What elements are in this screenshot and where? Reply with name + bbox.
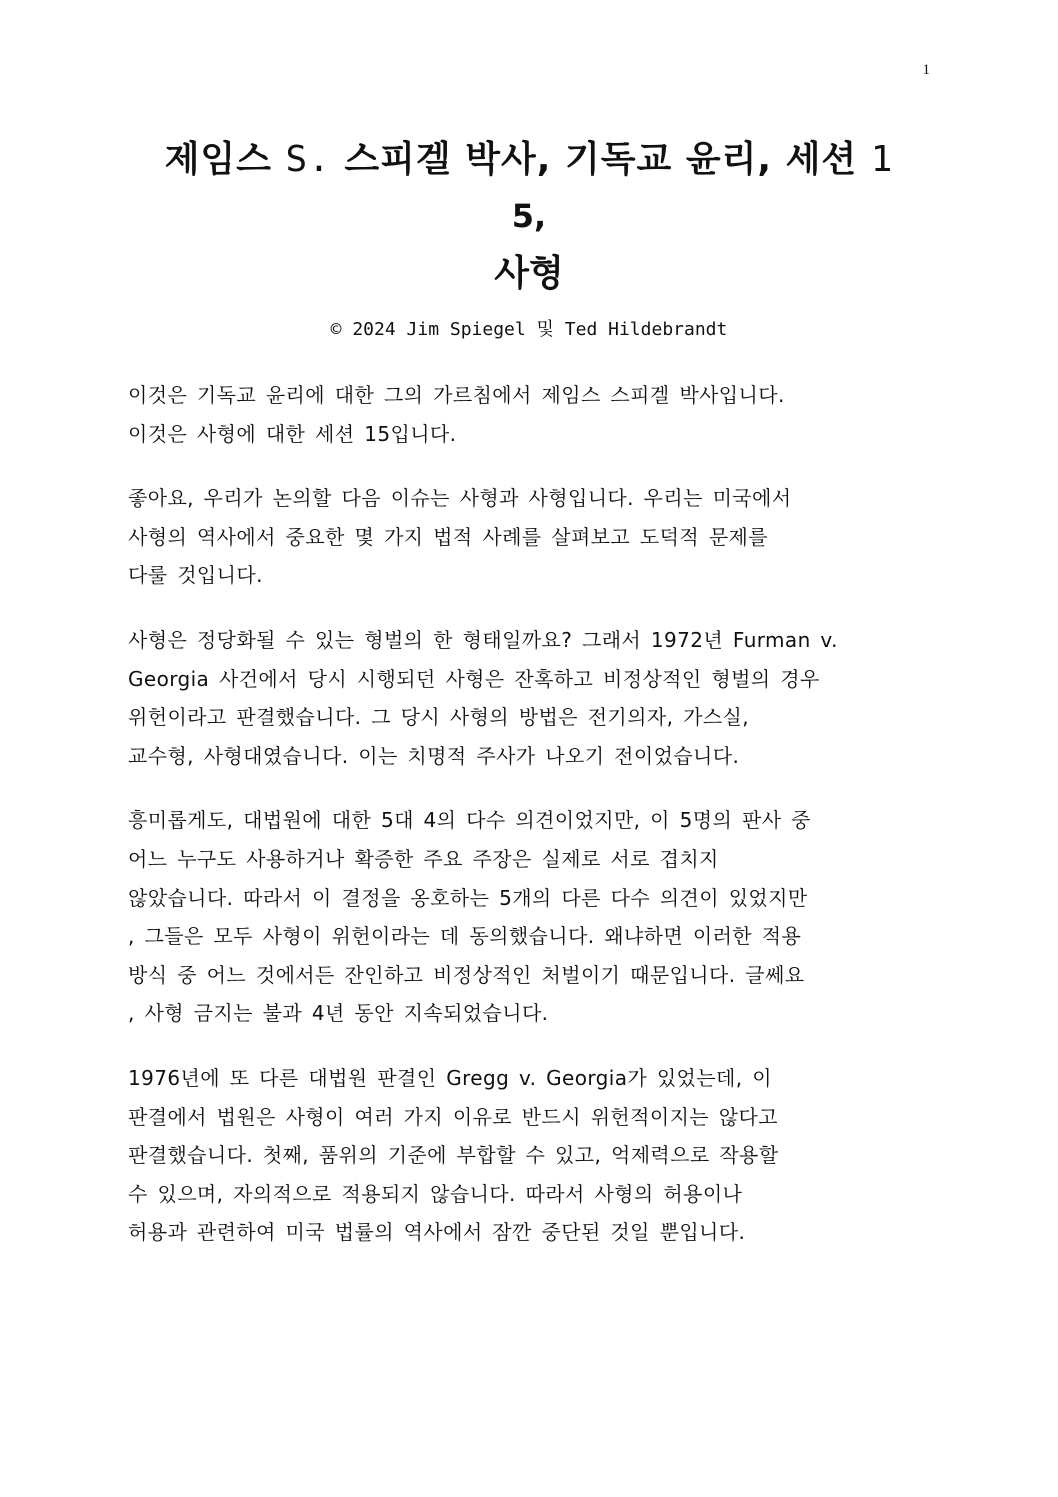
paragraph-line: 이것은 사형에 대한 세션 15입니다. — [128, 421, 457, 446]
title-line-1-initial: S. — [285, 139, 331, 180]
paragraph-line: 않았습니다. 따라서 이 결정을 옹호하는 5개의 다른 다수 의견이 있었지만 — [128, 885, 808, 910]
paragraph-line: 수 있으며, 자의적으로 적용되지 않습니다. 따라서 사형의 허용이나 — [128, 1181, 743, 1206]
paragraph-line: 방식 중 어느 것에서든 잔인하고 비정상적인 처벌이기 때문입니다. 글쎄요 — [128, 962, 805, 987]
paragraph-line: 허용과 관련하여 미국 법률의 역사에서 잠깐 중단된 것일 뿐입니다. — [128, 1220, 746, 1245]
document-body — [128, 376, 930, 1278]
paragraph-2 — [128, 479, 930, 595]
title-line-3: 사형 — [494, 253, 564, 294]
paragraph-3 — [128, 621, 930, 775]
paragraph-line: Georgia 사건에서 당시 시행되던 사형은 잔혹하고 비정상적인 형벌의 경우 — [128, 666, 820, 691]
paragraph-line: 판결했습니다. 첫째, 품위의 기준에 부합할 수 있고, 억제력으로 작용할 — [128, 1143, 779, 1168]
title-line-1-part-b: 스피겔 박사, 기독교 윤리, 세션 — [330, 139, 871, 180]
paragraph-line: 사형의 역사에서 중요한 몇 가지 법적 사례를 살펴보고 도덕적 문제를 — [128, 524, 768, 549]
page-number: 1 — [922, 62, 930, 78]
paragraph-line: 흥미롭게도, 대법원에 대한 5대 4의 다수 의견이었지만, 이 5명의 판사 중 — [128, 808, 811, 833]
title-line-1 — [128, 132, 930, 188]
paragraph-line: 위헌이라고 판결했습니다. 그 당시 사형의 방법은 전기의자, 가스실, — [128, 705, 750, 730]
paragraph-line: 어느 누구도 사용하거나 확증한 주요 주장은 실제로 서로 겹치지 — [128, 846, 719, 871]
paragraph-4 — [128, 801, 930, 1033]
paragraph-line: , 그들은 모두 사형이 위헌이라는 데 동의했습니다. 왜냐하면 이러한 적용 — [128, 924, 802, 949]
paragraph-5 — [128, 1059, 930, 1252]
paragraph-1 — [128, 376, 930, 453]
paragraph-line: 다룰 것입니다. — [128, 563, 263, 588]
paragraph-line: 사형은 정당화될 수 있는 형벌의 한 형태일까요? 그래서 1972년 Furman v. — [128, 627, 838, 652]
paragraph-line: 좋아요, 우리가 논의할 다음 이슈는 사형과 사형입니다. 우리는 미국에서 — [128, 486, 792, 511]
copyright-notice: © 2024 Jim Spiegel 및 Ted Hildebrandt — [330, 319, 728, 340]
paragraph-line: , 사형 금지는 불과 4년 동안 지속되었습니다. — [128, 1001, 549, 1026]
paragraph-line: 1976년에 또 다른 대법원 판결인 Gregg v. Georgia가 있었는데, 이 — [128, 1065, 772, 1090]
paragraph-line: 교수형, 사형대였습니다. 이는 치명적 주사가 나오기 전이었습니다. — [128, 743, 740, 768]
title-line-2: 5, — [511, 197, 547, 235]
document-title — [128, 132, 930, 304]
title-line-1-number: 1 — [870, 139, 894, 180]
paragraph-line: 판결에서 법원은 사형이 여러 가지 이유로 반드시 위헌적이지는 않다고 — [128, 1104, 778, 1129]
title-line-1-part-a: 제임스 — [164, 139, 286, 180]
paragraph-line: 이것은 기독교 윤리에 대한 그의 가르침에서 제임스 스피겔 박사입니다. — [128, 383, 785, 407]
